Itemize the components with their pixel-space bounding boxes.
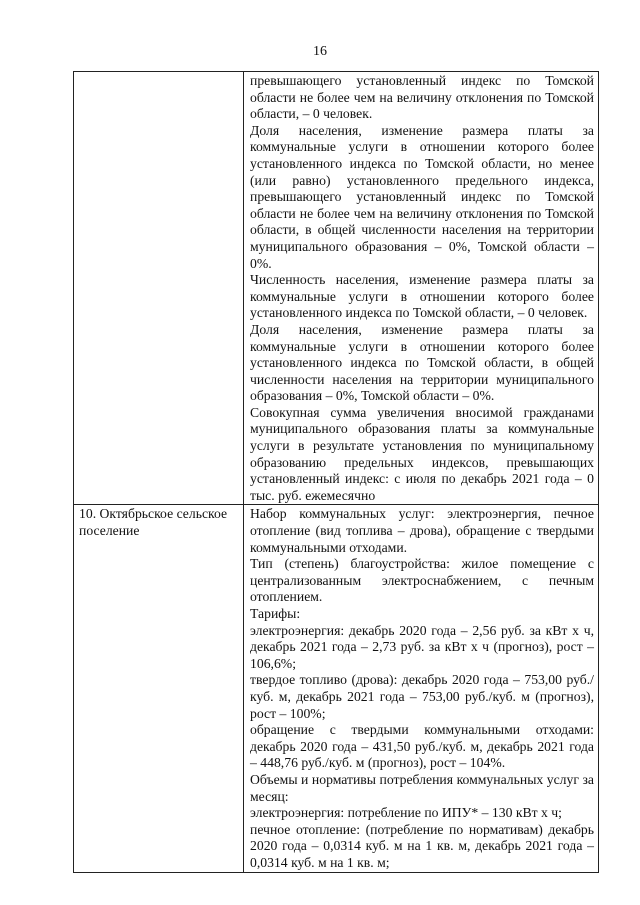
paragraph: Тип (степень) благоустройства: жилое помещение с централизованным электроснабжением, с печным отоплением.: [250, 556, 594, 605]
paragraph: твердое топливо (дрова): декабрь 2020 года – 753,00 руб./куб. м, декабрь 2021 года – 753,00 руб./куб. м (прогноз), рост – 100%;: [250, 672, 594, 721]
page-number: 16: [313, 44, 327, 59]
content-table: [73, 71, 599, 873]
paragraph: Набор коммунальных услуг: электроэнергия, печное отопление (вид топлива – дрова), обращение с твердыми коммунальными отходами.: [250, 506, 594, 555]
paragraph: Численность населения, изменение размера платы за коммунальные услуги в отношении которого более установленного индекса по Томской области, – 0 человек.: [250, 272, 594, 321]
paragraph: Доля населения, изменение размера платы за коммунальные услуги в отношении которого более установленного индекса по Томской области, но менее (или равно) установленного предельного индекса, превышающего установленный индекс по Томской области не более чем на величину отклонения по Томской области, в общей численности населения на территории муниципального образования – 0%, Томской области – 0%.: [250, 122, 594, 271]
paragraph: обращение с твердыми коммунальными отходами: декабрь 2020 года – 431,50 руб./куб. м, декабрь 2021 года – 448,76 руб./куб. м (прогноз), рост – 104%.: [250, 722, 594, 771]
paragraph: Совокупная сумма увеличения вносимой гражданами муниципального образования платы за коммунальные услуги в результате установления по муниципальному образованию предельных индексов, превышающих установленный индекс: с июля по декабрь 2021 года – 0 тыс. руб. ежемесячно: [250, 404, 594, 503]
description-cell: [244, 505, 599, 872]
paragraph: печное отопление: (потребление по нормативам) декабрь 2020 года – 0,0314 куб. м на 1 кв. м, декабрь 2021 года – 0,0314 куб. м на 1 кв. м;: [250, 821, 594, 870]
paragraph: Доля населения, изменение размера платы за коммунальные услуги в отношении которого более установленного индекса по Томской области, в общей численности населения на территории муниципального образования – 0%, Томской области – 0%.: [250, 321, 594, 404]
paragraph: Тарифы:: [250, 606, 301, 621]
paragraph: превышающего установленный индекс по Томской области не более чем на величину отклонения по Томской области, – 0 человек.: [250, 73, 594, 122]
municipality-cell: [74, 72, 244, 505]
paragraph: Объемы и нормативы потребления коммунальных услуг за месяц:: [250, 771, 594, 804]
municipality-cell: 10. Октябрьское сельское поселение: [74, 505, 244, 872]
table-row: [74, 72, 599, 505]
description-cell: [244, 72, 599, 505]
paragraph: электроэнергия: потребление по ИПУ* – 130 кВт х ч;: [250, 805, 562, 821]
table-row: [74, 505, 599, 872]
paragraph: электроэнергия: декабрь 2020 года – 2,56 руб. за кВт х ч, декабрь 2021 года – 2,73 руб. за кВт х ч (прогноз), рост – 106,6%;: [250, 622, 594, 671]
